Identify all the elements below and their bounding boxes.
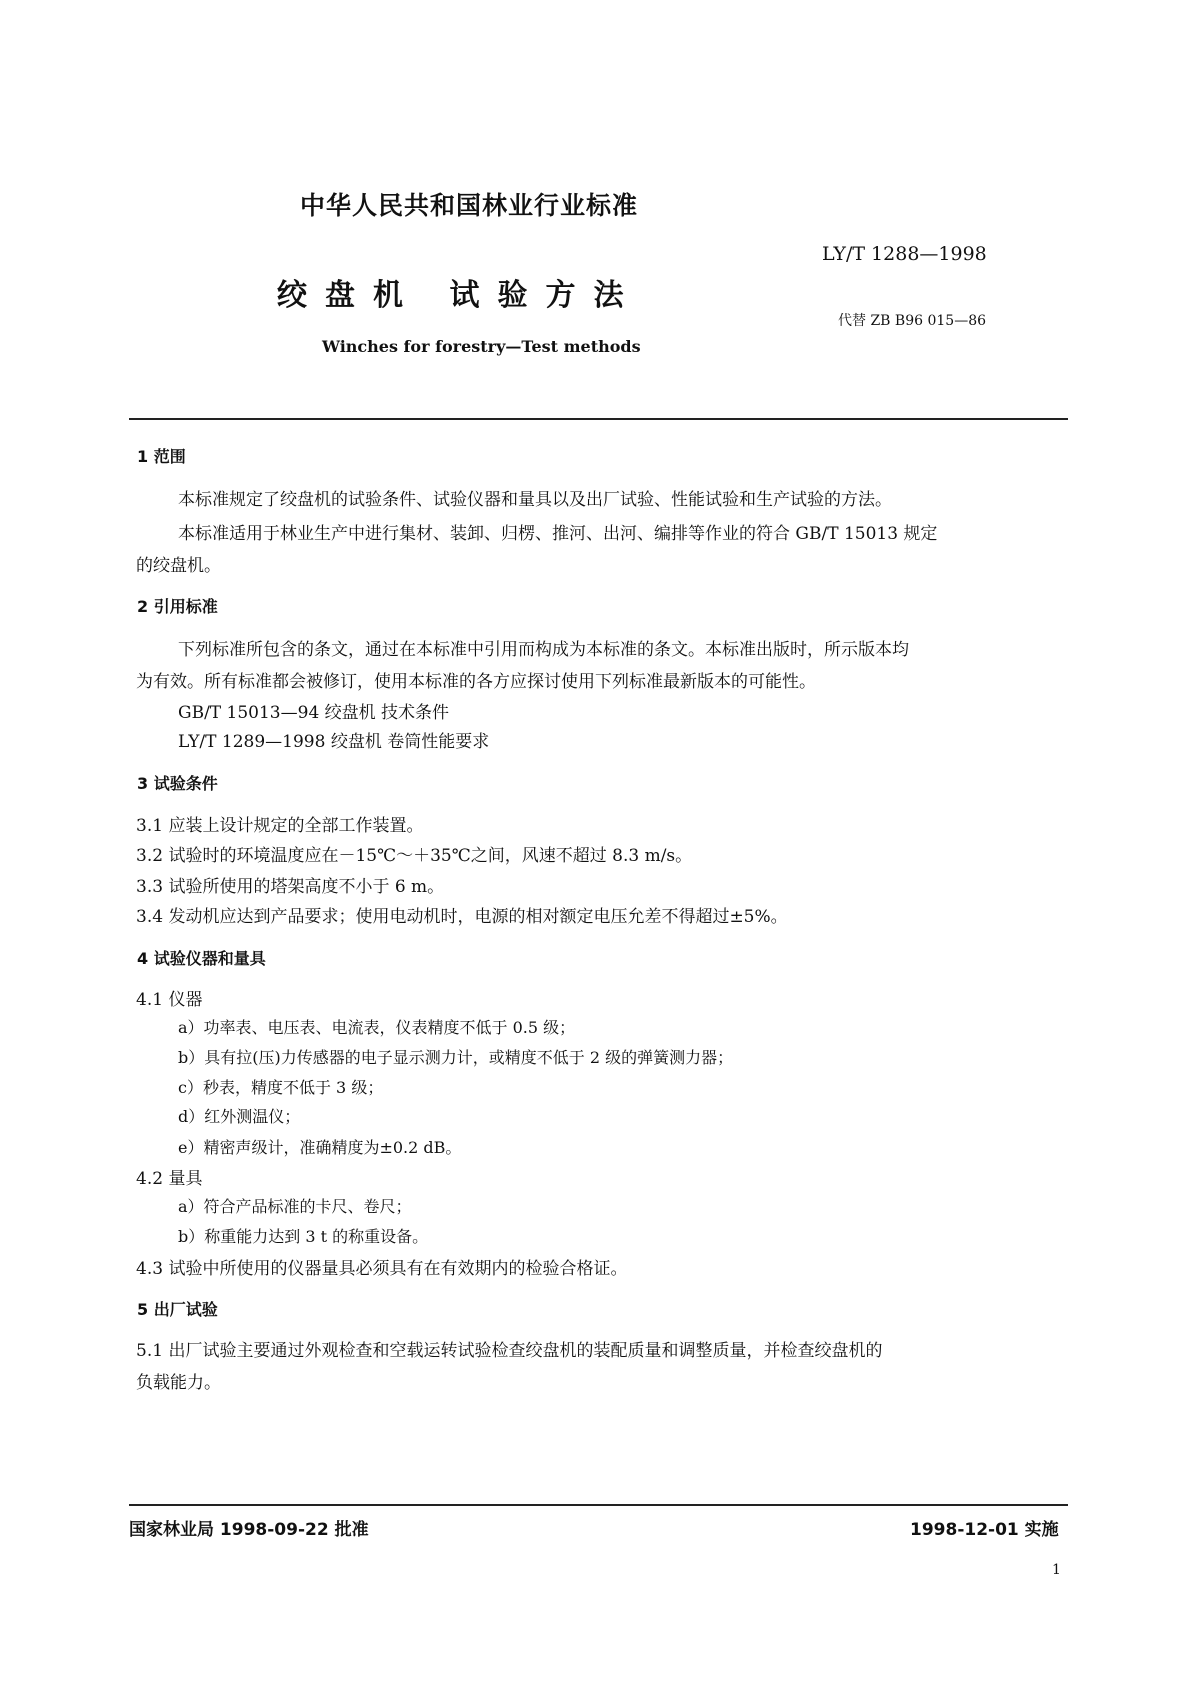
footer-divider xyxy=(129,1504,1068,1506)
section-heading: 2 引用标准 xyxy=(137,597,218,616)
section-heading: 5 出厂试验 xyxy=(137,1300,218,1319)
list-item: b）具有拉(压)力传感器的电子显示测力计，或精度不低于 2 级的弹簧测力器； xyxy=(178,1048,734,1067)
clause-item: 3.1 应装上设计规定的全部工作装置。 xyxy=(136,816,424,836)
implementation-date: 1998-12-01 实施 xyxy=(910,1520,1059,1540)
replaces-note: 代替 ZB B96 015—86 xyxy=(838,313,987,329)
clause-item: 4.2 量具 xyxy=(136,1169,203,1189)
paragraph-continuation: 为有效。所有标准都会被修订，使用本标准的各方应探讨使用下列标准最新版本的可能性。 xyxy=(136,672,816,692)
clause-item: 3.2 试验时的环境温度应在－15℃～＋35℃之间，风速不超过 8.3 m/s。 xyxy=(136,846,693,866)
paragraph: 本标准适用于林业生产中进行集材、装卸、归楞、推河、出河、编排等作业的符合 GB/T 15013 规定 xyxy=(178,524,938,544)
paragraph-continuation: 的绞盘机。 xyxy=(136,556,221,576)
document-title-cn: 绞盘机 试验方法 xyxy=(277,278,642,313)
reference-item: GB/T 15013—94 绞盘机 技术条件 xyxy=(178,703,450,723)
list-item: e）精密声级计，准确精度为±0.2 dB。 xyxy=(178,1138,462,1157)
section-heading: 3 试验条件 xyxy=(137,774,218,793)
paragraph-continuation: 负载能力。 xyxy=(136,1373,221,1393)
document-title-en: Winches for forestry—Test methods xyxy=(322,337,641,356)
list-item: b）称重能力达到 3 t 的称重设备。 xyxy=(178,1227,429,1246)
page-number: 1 xyxy=(1052,1562,1061,1578)
list-item: c）秒表，精度不低于 3 级； xyxy=(178,1078,384,1097)
list-item: a）功率表、电压表、电流表，仪表精度不低于 0.5 级； xyxy=(178,1018,576,1037)
list-item: d）红外测温仪； xyxy=(178,1107,301,1126)
paragraph: 下列标准所包含的条文，通过在本标准中引用而构成为本标准的条文。本标准出版时，所示版本均 xyxy=(178,640,909,660)
list-item: a）符合产品标准的卡尺、卷尺； xyxy=(178,1197,412,1216)
header-divider xyxy=(129,418,1068,420)
issuing-body: 中华人民共和国林业行业标准 xyxy=(300,191,639,220)
approval-date: 国家林业局 1998-09-22 批准 xyxy=(129,1520,369,1540)
paragraph: 本标准规定了绞盘机的试验条件、试验仪器和量具以及出厂试验、性能试验和生产试验的方法。 xyxy=(178,490,892,510)
standard-code: LY/T 1288—1998 xyxy=(822,243,987,265)
section-heading: 4 试验仪器和量具 xyxy=(137,949,266,968)
section-heading: 1 范围 xyxy=(137,447,186,466)
clause-item: 4.3 试验中所使用的仪器量具必须具有在有效期内的检验合格证。 xyxy=(136,1259,628,1279)
clause-item: 3.3 试验所使用的塔架高度不小于 6 m。 xyxy=(136,877,445,897)
reference-item: LY/T 1289—1998 绞盘机 卷筒性能要求 xyxy=(178,732,490,752)
clause-item: 3.4 发动机应达到产品要求；使用电动机时，电源的相对额定电压允差不得超过±5%。 xyxy=(136,907,788,927)
clause-item: 5.1 出厂试验主要通过外观检查和空载运转试验检查绞盘机的装配质量和调整质量，并检查绞盘机的 xyxy=(136,1341,883,1361)
clause-item: 4.1 仪器 xyxy=(136,990,203,1010)
